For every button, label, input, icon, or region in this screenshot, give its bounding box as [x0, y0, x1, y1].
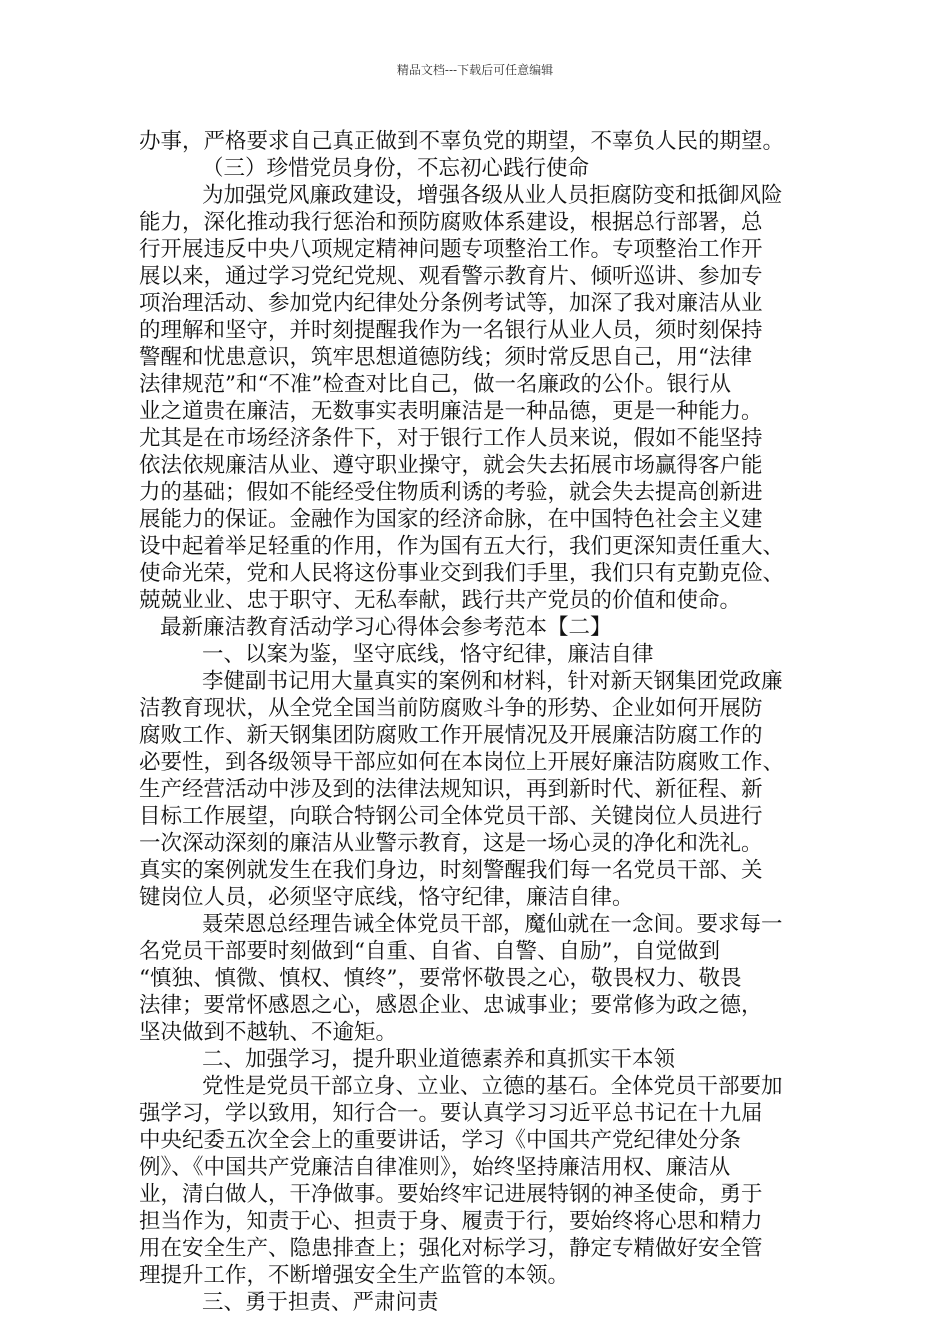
text-line: 展能力的保证。金融作为国家的经济命脉，在中国特色社会主义建 — [139, 507, 763, 532]
text-line: 例》、《中国共产党廉洁自律准则》，始终坚持廉洁用权、廉洁从 — [139, 1155, 731, 1180]
text-line: 目标工作展望，向联合特钢公司全体党员干部、关键岗位人员进行 — [139, 804, 763, 829]
text-line: 必要性，到各级领导干部应如何在本岗位上开展好廉洁防腐败工作、 — [139, 750, 785, 775]
text-line: 用在安全生产、隐患排查上；强化对标学习，静定专精做好安全管 — [139, 1236, 763, 1261]
text-line: 兢兢业业、忠于职守、无私奉献，践行共产党员的价值和使命。 — [139, 588, 742, 613]
text-line: 办事，严格要求自己真正做到不辜负党的期望，不辜负人民的期望。 — [139, 129, 785, 154]
text-line: 力的基础；假如不能经受住物质利诱的考验，就会失去提高创新进 — [139, 480, 763, 505]
text-line: 业之道贵在廉洁，无数事实表明廉洁是一种品德，更是一种能力。 — [139, 399, 763, 424]
text-line: 法律规范”和“不准”检查对比自己，做一名廉政的公仆。银行从 — [139, 372, 731, 397]
text-line: 真实的案例就发生在我们身边，时刻警醒我们每一名党员干部、关 — [139, 858, 763, 883]
text-line: 二、加强学习，提升职业道德素养和真抓实干本领 — [202, 1047, 676, 1072]
text-line: 一、以案为鉴，坚守底线，恪守纪律，廉洁自律 — [202, 642, 654, 667]
document-body — [139, 128, 819, 1316]
text-line: 一次深动深刻的廉洁从业警示教育，这是一场心灵的净化和洗礼。 — [139, 831, 763, 856]
text-line: 名党员干部要时刻做到“自重、自省、自警、自励”，自觉做到 — [139, 939, 720, 964]
text-line: 依法依规廉洁从业、遵守职业操守，就会失去拓展市场赢得客户能 — [139, 453, 763, 478]
text-line: 的理解和坚守，并时刻提醒我作为一名银行从业人员，须时刻保持 — [139, 318, 763, 343]
text-line: 尤其是在市场经济条件下，对于银行工作人员来说，假如不能坚持 — [139, 426, 763, 451]
text-line: “慎独、慎微、慎权、慎终”，要常怀敬畏之心，敬畏权力、敬畏 — [139, 966, 742, 991]
text-line: 业，清白做人，干净做事。要始终牢记进展特钢的神圣使命，勇于 — [139, 1182, 763, 1207]
text-line: 法律；要常怀感恩之心，感恩企业、忠诚事业；要常修为政之德， — [139, 993, 763, 1018]
page-header: 精品文档---下载后可任意编辑 — [396, 63, 554, 77]
section-title: 最新廉洁教育活动学习心得体会参考范本【二】 — [160, 615, 612, 640]
text-line: 设中起着举足轻重的作用，作为国有五大行，我们更深知责任重大、 — [139, 534, 785, 559]
text-line: 聂荣恩总经理告诫全体党员干部，魔仙就在一念间。要求每一 — [202, 912, 783, 937]
text-line: 中央纪委五次全会上的重要讲话，学习《中国共产党纪律处分条 — [139, 1128, 742, 1153]
text-line: 理提升工作，不断增强安全生产监管的本领。 — [139, 1263, 570, 1288]
text-line: 能力，深化推动我行惩治和预防腐败体系建设，根据总行部署，总 — [139, 210, 763, 235]
text-line: （三）珍惜党员身份，不忘初心践行使命 — [202, 156, 590, 181]
text-line: 为加强党风廉政建设，增强各级从业人员拒腐防变和抵御风险 — [202, 183, 783, 208]
text-line: 坚决做到不越轨、不逾矩。 — [139, 1020, 398, 1045]
text-line: 担当作为，知责于心、担责于身、履责于行，要始终将心思和精力 — [139, 1209, 763, 1234]
text-line: 警醒和忧患意识，筑牢思想道德防线；须时常反思自己，用“法律 — [139, 345, 752, 370]
text-line: 行开展违反中央八项规定精神问题专项整治工作。专项整治工作开 — [139, 237, 763, 262]
text-line: 项治理活动、参加党内纪律处分条例考试等，加深了我对廉洁从业 — [139, 291, 763, 316]
text-line: 党性是党员干部立身、立业、立德的基石。全体党员干部要加 — [202, 1074, 783, 1099]
text-line: 强学习，学以致用，知行合一。要认真学习习近平总书记在十九届 — [139, 1101, 763, 1126]
text-line: 使命光荣，党和人民将这份事业交到我们手里，我们只有克勤克俭、 — [139, 561, 785, 586]
text-line: 李健副书记用大量真实的案例和材料，针对新天钢集团党政廉 — [202, 669, 783, 694]
text-line: 键岗位人员，必须坚守底线，恪守纪律，廉洁自律。 — [139, 885, 634, 910]
text-line: 生产经营活动中涉及到的法律法规知识，再到新时代、新征程、新 — [139, 777, 763, 802]
text-line: 展以来，通过学习党纪党规、观看警示教育片、倾听巡讲、参加专 — [139, 264, 763, 289]
text-line: 洁教育现状，从全党全国当前防腐败斗争的形势、企业如何开展防 — [139, 696, 763, 721]
text-line: 三、勇于担责、严肃问责 — [202, 1290, 439, 1315]
text-line: 腐败工作、新天钢集团防腐败工作开展情况及开展廉洁防腐工作的 — [139, 723, 763, 748]
